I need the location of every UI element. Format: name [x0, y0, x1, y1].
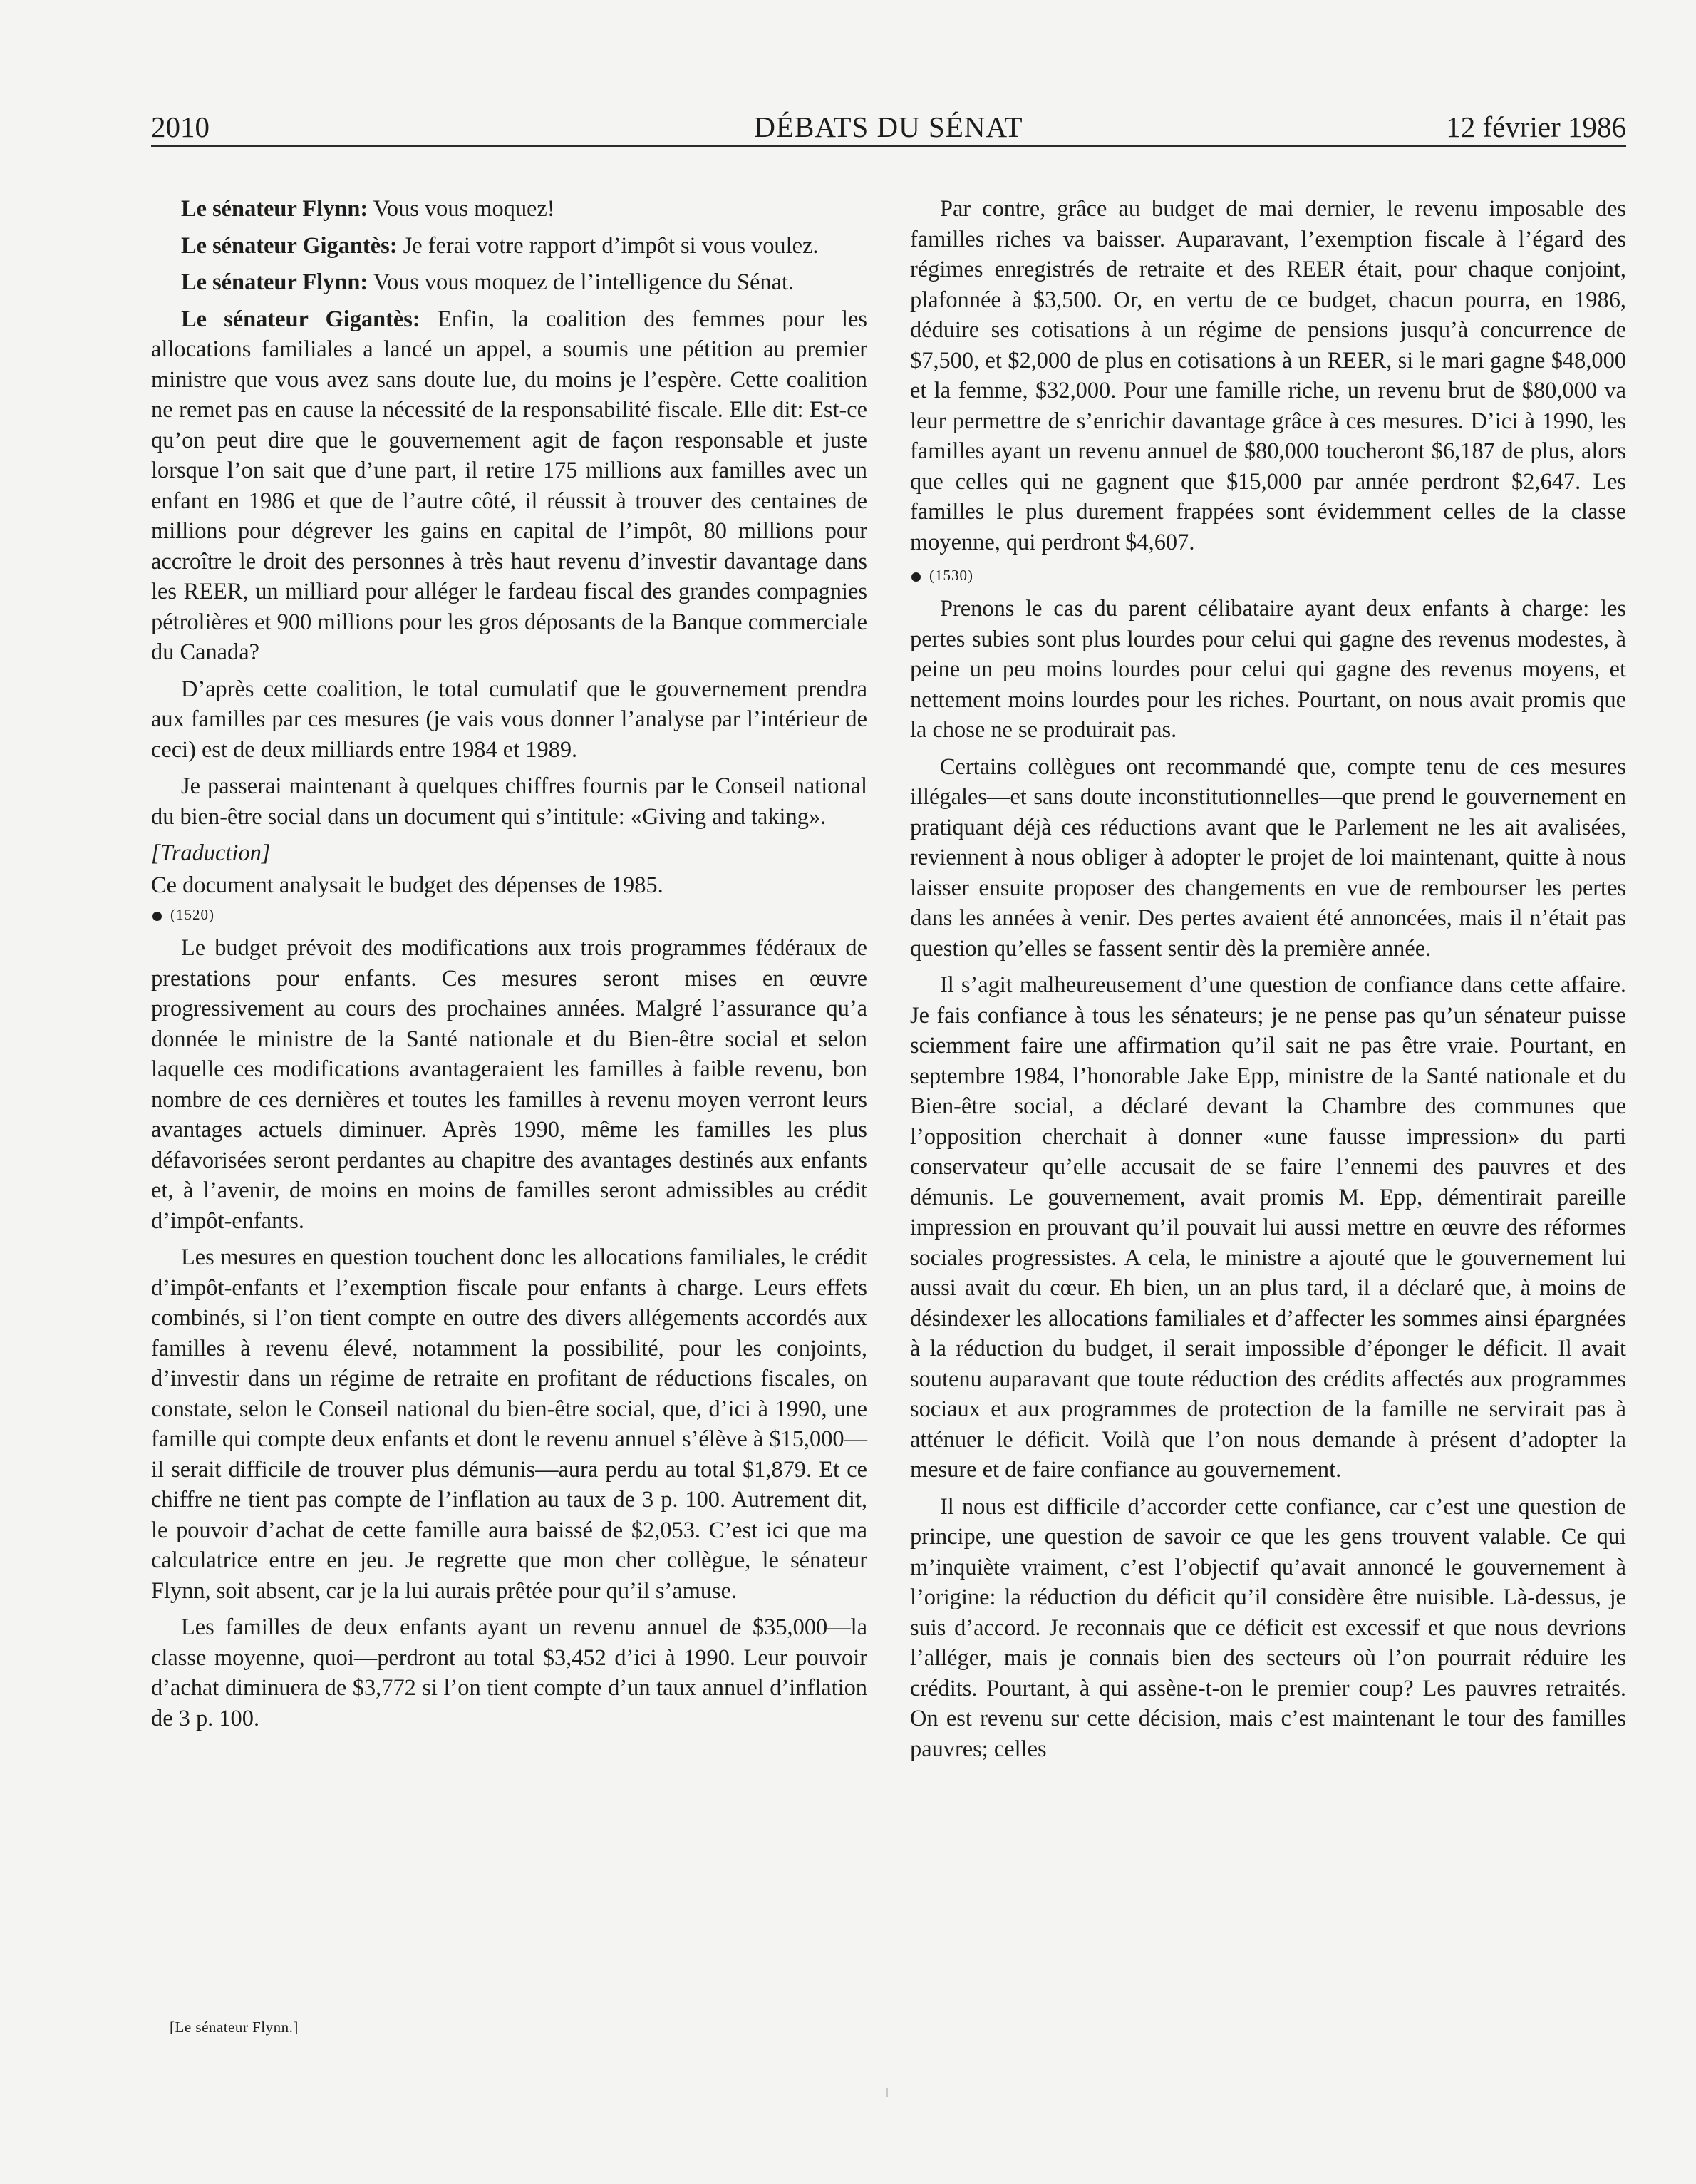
- publication-title: DÉBATS DU SÉNAT: [754, 110, 1023, 143]
- time-marker-label: (1520): [170, 906, 214, 923]
- paragraph: [151, 933, 867, 1236]
- right-column: [910, 194, 1626, 1771]
- paragraph: [910, 194, 1626, 557]
- speaker-name: Le sénateur Gigantès:: [181, 232, 398, 259]
- translation-note: [Traduction]: [151, 840, 271, 866]
- paragraph-text: Le budget prévoit des modifications aux trois programmes fédéraux de prestations pour enfants. Ces mesures seront mises en œuvre progressivement au cours des prochaines années. Malgré l’assurance qu’a donnée le ministre de la Santé nationale et du Bien-être social et selon laquelle ces modifications avantageraient les familles à faible revenu, bon nombre de ces dernières et toutes les familles à revenu moyen verront leurs avantages actuels diminuer. Après 1990, même les familles les plus défavorisées seront perdantes au chapitre des avantages destinés aux enfants et, à l’avenir, de moins en moins de familles seront admissibles au crédit d’impôt-enfants.: [151, 935, 867, 1234]
- paragraph-text: Par contre, grâce au budget de mai dernier, le revenu imposable des familles riches va baisser. Auparavant, l’exemption fiscale à l’égard des régimes enregistrés de retraite et des REER était, pour chaque conjoint, plafonnée à $3,500. Or, en vertu de ce budget, chacun pourra, en 1986, déduire ses cotisations à un régime de pensions jusqu’à concurrence de $7,500, et $2,000 de plus en cotisations à un REER, si le mari gagne $48,000 et la femme, $32,000. Pour une famille riche, un revenu brut de $80,000 va leur permettre de s’enrichir davantage grâce à ces mesures. D’ici à 1990, les familles ayant un revenu annuel de $80,000 toucheront $6,187 de plus, alors que celles qui ne gagnent que $15,000 par année perdront $2,647. Les familles le plus durement frappées sont évidemment celles de la classe moyenne, qui perdront $4,607.: [910, 196, 1626, 555]
- paragraph-text: Certains collègues ont recommandé que, compte tenu de ces mesures illégales—et sans doute inconstitutionnelles—que prend le gouvernement en pratiquant déjà ces réductions avant que le Parlement ne les ait avalisées, reviennent à nous obliger à adopter le projet de loi maintenant, quitte à nous laisser ensuite proposer des changements en vue de rembourser les pertes dans les années à venir. Des pertes avaient été annoncées, mais il n’était pas question qu’elles se fassent sentir dès la première année.: [910, 753, 1626, 962]
- scan-speck: [886, 2088, 888, 2097]
- paragraph: [151, 304, 867, 668]
- paragraph: [151, 267, 867, 298]
- page-number: 2010: [151, 110, 210, 143]
- left-column: [151, 194, 867, 1740]
- paragraph-text: Vous vous moquez!: [368, 196, 555, 222]
- speaker-name: Le sénateur Gigantès:: [181, 306, 420, 332]
- paragraph-text: Les mesures en question touchent donc les allocations familiales, le crédit d’impôt-enfants et l’exemption fiscale pour enfants à charge. Leurs effets combinés, si l’on tient compte en outre des divers allégements accordés aux familles à revenu élevé, notamment la possibilité, pour les conjoints, d’investir dans un régime de retraite en profitant de réductions fiscales, on constate, selon le Conseil national du bien-être social, que, d’ici à 1990, une famille qui compte deux enfants et dont le revenu annuel s’élève à $15,000—il serait difficile de trouver plus démunis—aura perdu au total $1,879. Et ce chiffre ne tient pas compte de l’inflation au taux de 3 p. 100. Autrement dit, le pouvoir d’achat de cette famille aura baissé de $2,053. C’est ici que ma calculatrice entre en jeu. Je regrette que mon cher collègue, le sénateur Flynn, soit absent, car je la lui aurais prêtée pour qu’il s’amuse.: [151, 1245, 867, 1604]
- paragraph-text: Il nous est difficile d’accorder cette confiance, car c’est une question de principe, une question de savoir ce que les gens trouvent valable. Ce qui m’inquiète vraiment, c’est l’objectif qu’avait annoncé le gouvernement à l’origine: la réduction du déficit qu’il considère être nuisible. Là-dessus, je suis d’accord. Je reconnais que ce déficit est excessif et que nous devrions l’alléger, mais je connais bien des secteurs où l’on pourrait réduire les crédits. Pourtant, à qui assène-t-on le premier coup? Les pauvres retraités. On est revenu sur cette décision, mais c’est maintenant le tour des familles pauvres; celles: [910, 1493, 1626, 1762]
- paragraph: [151, 231, 867, 262]
- paragraph: [151, 771, 867, 832]
- bullet-dot-icon: [911, 572, 921, 582]
- paragraph: [910, 752, 1626, 964]
- paragraph-text: D’après cette coalition, le total cumulatif que le gouvernement prendra aux familles par ces mesures (je vais vous donner l’analyse par l’intérieur de ceci) est de deux milliards entre 1984 et 1989.: [151, 676, 867, 763]
- time-marker: [151, 903, 867, 926]
- page-header: [151, 108, 1626, 145]
- paragraph: [151, 1242, 867, 1606]
- paragraph: [151, 194, 867, 225]
- header-rule: [151, 145, 1626, 147]
- paragraph: [151, 674, 867, 766]
- paragraph: [910, 1492, 1626, 1765]
- paragraph-text: Vous vous moquez de l’intelligence du Sénat.: [368, 269, 795, 295]
- footer-note: [Le sénateur Flynn.]: [170, 2019, 299, 2036]
- bullet-dot-icon: [152, 912, 162, 921]
- paragraph: [910, 970, 1626, 1485]
- paragraph-text: Je passerai maintenant à quelques chiffres fournis par le Conseil national du bien-être social dans un document qui s’intitule: «Giving and taking».: [151, 773, 867, 830]
- paragraph-text: Enfin, la coalition des femmes pour les allocations familiales a lancé un appel, a soumis une pétition au premier ministre que vous avez sans doute lue, du moins je l’espère. Cette coalition ne remet pas en cause la nécessité de la responsabilité fiscale. Elle dit: Est-ce qu’on peut dire que le gouvernement agit de façon responsable et juste lorsque l’on sait que d’une part, il retire 175 millions aux familles avec un enfant en 1986 et que de l’autre côté, il réussit à trouver des centaines de millions pour dégrever les gains en capital de l’impôt, 80 millions pour accroître le droit des personnes à très haut revenu d’investir davantage dans les REER, un milliard pour alléger le fardeau fiscal des grandes compagnies pétrolières et 900 millions pour les gros déposants de la Banque commerciale du Canada?: [151, 306, 867, 665]
- page-date: 12 février 1986: [1446, 110, 1626, 143]
- paragraph-text: Prenons le cas du parent célibataire ayant deux enfants à charge: les pertes subies sont plus lourdes pour celui qui gagne des revenus modestes, à peine un peu moins lourdes pour celui qui gagne des revenus moyens, et nettement moins lourdes pour les riches. Pourtant, on nous avait promis que la chose ne se produirait pas.: [910, 596, 1626, 743]
- paragraph-text: Je ferai votre rapport d’impôt si vous voulez.: [397, 232, 819, 259]
- time-marker: [910, 564, 1626, 587]
- speaker-name: Le sénateur Flynn:: [181, 196, 368, 222]
- paragraph: [910, 594, 1626, 746]
- paragraph: [151, 1612, 867, 1734]
- time-marker-label: (1530): [929, 567, 973, 584]
- speaker-name: Le sénateur Flynn:: [181, 269, 368, 295]
- paragraph: Ce document analysait le budget des dépenses de 1985.: [151, 872, 663, 898]
- paragraph-text: Il s’agit malheureusement d’une question de confiance dans cette affaire. Je fais confiance à tous les sénateurs; je ne pense pas qu’un sénateur puisse sciemment faire une affirmation qu’il sait ne pas être vraie. Pourtant, en septembre 1984, l’honorable Jake Epp, ministre de la Santé nationale et du Bien-être social, a déclaré devant la Chambre des communes que l’opposition cherchait à donner «une fausse impression» du parti conservateur qu’elle accusait de se faire l’ennemi des pauvres et des démunis. Le gouvernement, avait promis M. Epp, démentirait pareille impression en prouvant qu’il pouvait lui aussi mettre en œuvre des réformes sociales progressistes. A cela, le ministre a ajouté que le gouvernement lui aussi avait du cœur. Eh bien, un an plus tard, il a déclaré que, à moins de désindexer les allocations familiales et d’affecter les sommes ainsi épargnées à la réduction du budget, il serait impossible d’éponger le déficit. Il avait soutenu auparavant que toute réduction des crédits affectés aux programmes sociaux et aux programmes de protection de la famille ne servirait pas à atténuer le déficit. Voilà que l’on nous demande à présent d’adopter la mesure et de faire confiance au gouvernement.: [910, 972, 1626, 1483]
- paragraph-text: Les familles de deux enfants ayant un revenu annuel de $35,000—la classe moyenne, quoi—perdront au total $3,452 d’ici à 1990. Leur pouvoir d’achat diminuera de $3,772 si l’on tient compte d’un taux annuel d’inflation de 3 p. 100.: [151, 1614, 867, 1731]
